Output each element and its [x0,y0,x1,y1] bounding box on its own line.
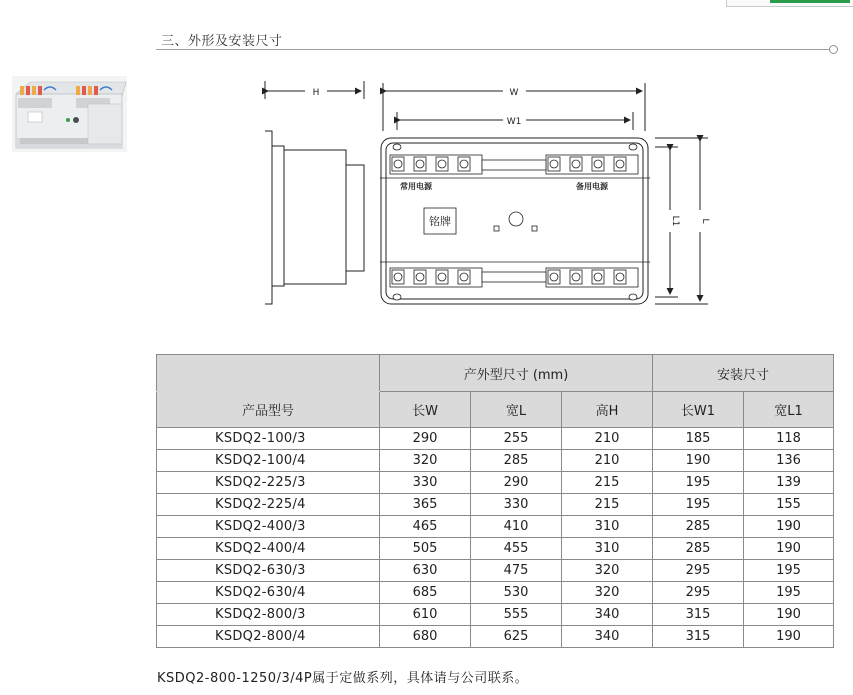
cell-l: 625 [471,626,562,648]
cell-h: 320 [562,582,653,604]
group-install-header: 安装尺寸 [653,355,834,392]
cell-l1: 190 [744,604,834,626]
cell-w: 320 [380,450,471,472]
cell-model: KSDQ2-225/4 [157,494,380,516]
cell-w: 630 [380,560,471,582]
cell-l1: 190 [744,516,834,538]
cell-l: 555 [471,604,562,626]
backup-power-label: 备用电源 [576,182,608,191]
section-title: 三、外形及安装尺寸 [161,34,283,49]
dim-w1-label: W1 [506,117,522,127]
cell-l: 410 [471,516,562,538]
cell-h: 210 [562,428,653,450]
cell-model: KSDQ2-100/3 [157,428,380,450]
cell-w: 610 [380,604,471,626]
cell-l: 455 [471,538,562,560]
table-group-header-row [157,355,834,392]
cell-model: KSDQ2-100/4 [157,450,380,472]
cell-model: KSDQ2-800/3 [157,604,380,626]
cell-l1: 190 [744,626,834,648]
cell-h: 210 [562,450,653,472]
cell-model: KSDQ2-225/3 [157,472,380,494]
table-row [157,560,834,582]
header-blank-cell [157,355,380,392]
cell-w: 290 [380,428,471,450]
dim-w-label: W [509,88,519,98]
cell-w1: 315 [653,604,744,626]
cell-w1: 185 [653,428,744,450]
cell-h: 320 [562,560,653,582]
cell-l: 285 [471,450,562,472]
cell-l1: 195 [744,560,834,582]
table-row [157,604,834,626]
cell-w1: 295 [653,560,744,582]
cell-l: 290 [471,472,562,494]
cell-w: 465 [380,516,471,538]
divider-end-circle [829,45,838,54]
table-row [157,582,834,604]
header-l: 宽L [471,392,562,428]
dim-l-label: L [700,218,710,224]
cell-l: 330 [471,494,562,516]
cell-w: 365 [380,494,471,516]
table-row [157,626,834,648]
dim-h-label: H [312,88,320,98]
cell-w: 330 [380,472,471,494]
table-row [157,516,834,538]
cell-model: KSDQ2-400/3 [157,516,380,538]
top-corner-panel [726,0,853,7]
cell-l1: 139 [744,472,834,494]
cell-h: 340 [562,626,653,648]
cell-w1: 190 [653,450,744,472]
cell-l1: 136 [744,450,834,472]
footnote: KSDQ2-800-1250/3/4P属于定做系列，具体请与公司联系。 [157,671,529,686]
cell-l1: 118 [744,428,834,450]
cell-h: 215 [562,472,653,494]
table-row [157,494,834,516]
table-column-header-row [157,392,834,428]
cell-model: KSDQ2-630/3 [157,560,380,582]
header-l1: 宽L1 [744,392,834,428]
cell-l1: 155 [744,494,834,516]
header-model: 产品型号 [157,392,380,428]
cell-w1: 315 [653,626,744,648]
green-accent-bar [770,0,850,3]
cell-w1: 285 [653,538,744,560]
table-row [157,472,834,494]
dim-l1-label: L1 [670,215,680,227]
dimension-drawing [250,76,720,316]
dimension-table [156,354,834,648]
cell-w1: 285 [653,516,744,538]
product-photo [12,76,127,152]
cell-w: 505 [380,538,471,560]
cell-l: 255 [471,428,562,450]
table-row [157,428,834,450]
cell-w1: 295 [653,582,744,604]
table-row [157,450,834,472]
cell-model: KSDQ2-630/4 [157,582,380,604]
nameplate-label: 铭牌 [429,215,451,228]
cell-w: 685 [380,582,471,604]
cell-w: 680 [380,626,471,648]
cell-h: 310 [562,516,653,538]
cell-l: 475 [471,560,562,582]
common-power-label: 常用电源 [400,182,432,191]
header-h: 高H [562,392,653,428]
group-outline-header: 产外型尺寸 (mm) [380,355,653,392]
title-divider [156,49,831,50]
cell-w1: 195 [653,472,744,494]
cell-l1: 190 [744,538,834,560]
cell-h: 215 [562,494,653,516]
header-w: 长W [380,392,471,428]
cell-l1: 195 [744,582,834,604]
cell-h: 340 [562,604,653,626]
table-row [157,538,834,560]
cell-model: KSDQ2-400/4 [157,538,380,560]
cell-h: 310 [562,538,653,560]
cell-l: 530 [471,582,562,604]
cell-w1: 195 [653,494,744,516]
cell-model: KSDQ2-800/4 [157,626,380,648]
header-w1: 长W1 [653,392,744,428]
